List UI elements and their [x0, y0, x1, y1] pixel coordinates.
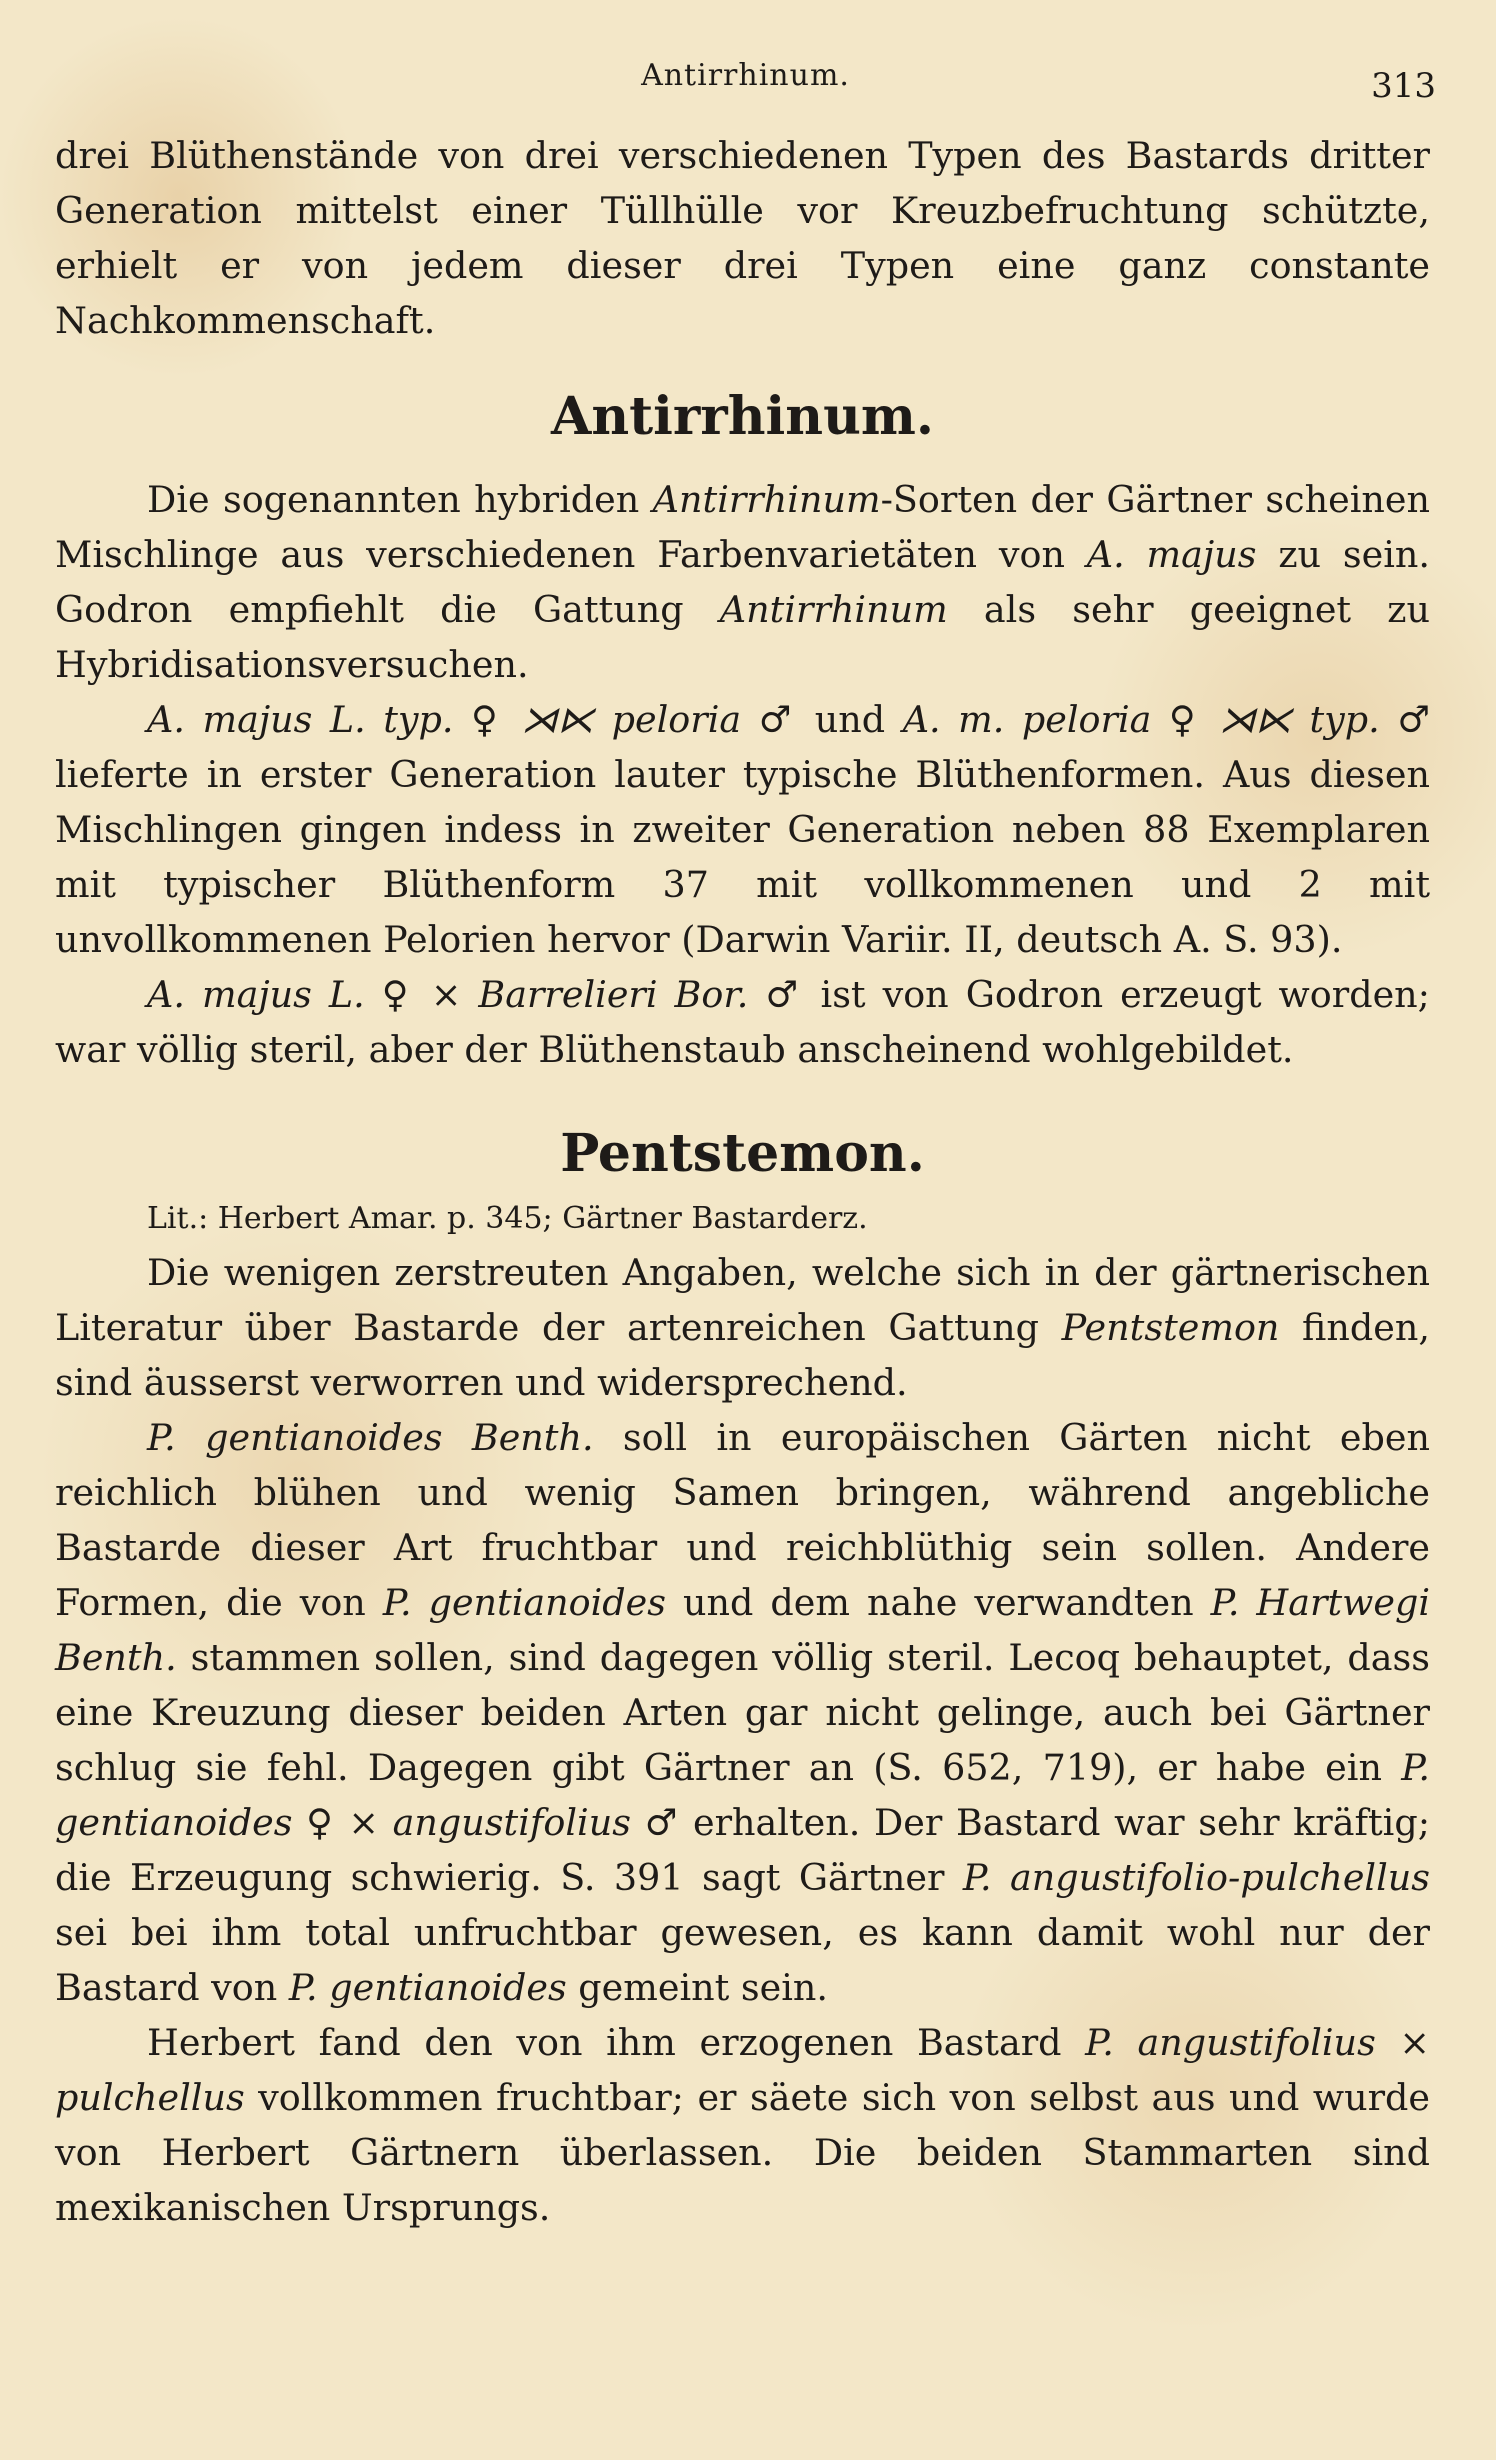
section-title-antirrhinum: Antirrhinum.: [550, 386, 935, 447]
literature-reference: Lit.: Herbert Amar. p. 345; Gärtner Bastarderz.: [147, 1201, 868, 1236]
species-name: P. Hartwegi Benth.: [55, 1581, 1431, 1679]
text: stammen sollen, sind dagegen völlig steril. Lecoq behauptet, dass eine Kreuzung dieser beiden Arten gar nicht gelinge, auch bei Gärtner schlug sie fehl. Dagegen gibt Gärtner an (S. 652, 719), er habe ein: [55, 1636, 1430, 1789]
genus-name: Antirrhinum: [719, 588, 948, 631]
cross-formula: P. gentianoides ♀ × angustifolius ♂: [55, 1746, 1430, 1844]
species-name: P. gentianoides: [288, 1966, 567, 2009]
antirrhinum-paragraph-3: [55, 967, 1430, 1077]
species-name: A. majus: [1086, 533, 1257, 576]
intro-paragraph: drei Blüthenstände von drei verschiedenen Typen des Bastards dritter Generation mittelst einer Tüllhülle vor Kreuzbefruchtung schützte, erhielt er von jedem dieser drei Typen eine ganz constante Nachkommenschaft.: [55, 134, 1430, 342]
genus-name: Antirrhinum: [652, 478, 881, 521]
page-header: [55, 48, 1436, 108]
pentstemon-paragraph-2: [55, 1410, 1430, 2015]
species-name: P. gentianoides: [382, 1581, 667, 1624]
page-body: [55, 128, 1430, 2235]
text: erhalten. Der Bastard war sehr kräftig; die Erzeugung schwierig. S. 391 sagt Gärtner: [55, 1801, 1431, 1899]
text: zu sein. Godron empfiehlt die Gattung: [55, 533, 1430, 631]
section-title-pentstemon: Pentstemon.: [560, 1123, 925, 1184]
antirrhinum-paragraph-2: [55, 692, 1430, 967]
running-head: Antirrhinum.: [641, 58, 850, 93]
cross-formula: A. majus L. ♀ × Barrelieri Bor. ♂: [147, 973, 804, 1016]
text: gemeint sein.: [566, 1966, 829, 2009]
genus-name: Pentstemon: [1061, 1306, 1280, 1349]
hybrid-name: P. angustifolio-pulchellus: [962, 1856, 1431, 1899]
text: sei bei ihm total unfruchtbar gewesen, es kann damit wohl nur der Bastard von: [55, 1911, 1430, 2009]
text: soll in europäischen Gärten nicht eben reichlich blühen und wenig Samen bringen, während angebliche Bastarde dieser Art fruchtbar und reichblüthig sein sollen. Andere Formen, die von: [55, 1416, 1431, 1624]
text: Herbert fand den von ihm erzogenen Bastard: [147, 2021, 1086, 2064]
cross-formula: P. angustifolius × pulchellus: [55, 2021, 1430, 2119]
text: ist von Godron erzeugt worden; war völlig steril, aber der Blüthenstaub anscheinend wohlgebildet.: [55, 973, 1430, 1071]
text: und dem nahe verwandten: [666, 1581, 1211, 1624]
text: Die wenigen zerstreuten Angaben, welche sich in der gärtnerischen Literatur über Bastarde der artenreichen Gattung: [55, 1251, 1430, 1349]
pentstemon-paragraph-3: [55, 2015, 1430, 2235]
cross-formula: A. majus L. typ. ♀ ⋊⋉ peloria ♂: [147, 698, 798, 741]
text: lieferte in erster Generation lauter typische Blüthenformen. Aus diesen Mischlingen gingen indess in zweiter Generation neben 88 Exemplaren mit typischer Blüthenform 37 mit vollkommenen und 2 mit unvollkommenen Pelorien hervor (Darwin Variir. II, deutsch A. S. 93).: [55, 753, 1430, 961]
pentstemon-paragraph-1: [55, 1245, 1430, 1410]
page-number: 313: [1371, 66, 1436, 106]
antirrhinum-paragraph-1: [55, 472, 1430, 692]
species-name: P. gentianoides Benth.: [147, 1416, 594, 1459]
cross-formula: A. m. peloria ♀ ⋊⋉ typ. ♂: [902, 698, 1430, 741]
text: finden, sind äusserst verworren und widersprechend.: [55, 1306, 1430, 1404]
text: -Sorten der Gärtner scheinen Mischlinge aus verschiedenen Farbenvarietäten von: [55, 478, 1430, 576]
text: als sehr geeignet zu Hybridisationsversuchen.: [55, 588, 1431, 686]
text: vollkommen fruchtbar; er säete sich von selbst aus und wurde von Herbert Gärtnern überlassen. Die beiden Stammarten sind mexikanischen Ursprungs.: [55, 2076, 1430, 2229]
text: und: [797, 698, 903, 741]
text: Die sogenannten hybriden: [147, 478, 653, 521]
